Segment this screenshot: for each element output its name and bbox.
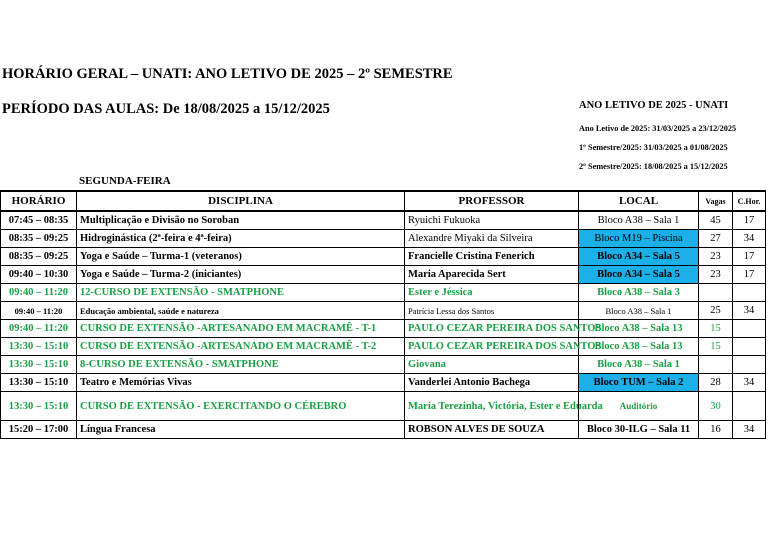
academic-year-dates: Ano Letivo de 2025: 31/03/2025 a 23/12/2025 [579, 124, 737, 133]
column-header-location: LOCAL [579, 191, 699, 211]
row-professor: Ryuichi Fukuoka [405, 211, 579, 230]
row-discipline: Educação ambiental, saúde e natureza [77, 302, 405, 320]
row-professor: Maria Aparecida Sert [405, 266, 579, 284]
row-hours [733, 356, 766, 374]
table-row [1, 320, 766, 338]
row-discipline: 8-CURSO DE EXTENSÃO - SMATPHONE [77, 356, 405, 374]
row-location: Bloco A38 – Sala 13 [579, 320, 699, 338]
table-row [1, 284, 766, 302]
row-hours: 17 [733, 266, 766, 284]
row-location: Auditório [579, 392, 699, 421]
row-time: 13:30 – 15:10 [1, 338, 77, 356]
row-location: Bloco A38 – Sala 1 [579, 302, 699, 320]
row-hours: 34 [733, 230, 766, 248]
row-hours [733, 320, 766, 338]
row-discipline: CURSO DE EXTENSÃO -ARTESANADO EM MACRAMÊ - T-1 [77, 320, 405, 338]
row-professor: ROBSON ALVES DE SOUZA [405, 421, 579, 439]
row-location: Bloco A34 – Sala 5 [579, 248, 699, 266]
row-time: 15:20 – 17:00 [1, 421, 77, 439]
row-location: Bloco A34 – Sala 5 [579, 266, 699, 284]
row-discipline: Multiplicação e Divisão no Soroban [77, 211, 405, 230]
row-vacancies: 23 [699, 266, 733, 284]
row-professor: Maria Terezinha, Victória, Ester e Eduarda [405, 392, 579, 421]
row-hours: 34 [733, 421, 766, 439]
row-location: Bloco A38 – Sala 3 [579, 284, 699, 302]
row-hours: 34 [733, 302, 766, 320]
row-location: Bloco A38 – Sala 1 [579, 356, 699, 374]
table-row [1, 248, 766, 266]
table-row [1, 392, 766, 421]
row-vacancies: 30 [699, 392, 733, 421]
row-professor: Francielle Cristina Fenerich [405, 248, 579, 266]
row-vacancies: 15 [699, 338, 733, 356]
row-vacancies: 16 [699, 421, 733, 439]
row-time: 13:30 – 15:10 [1, 356, 77, 374]
row-time: 09:40 – 11:20 [1, 284, 77, 302]
row-discipline: Língua Francesa [77, 421, 405, 439]
row-time: 07:45 – 08:35 [1, 211, 77, 230]
table-row [1, 230, 766, 248]
row-vacancies: 28 [699, 374, 733, 392]
column-header-time: HORÁRIO [1, 191, 77, 211]
row-discipline: 12-CURSO DE EXTENSÃO - SMATPHONE [77, 284, 405, 302]
row-hours [733, 338, 766, 356]
row-hours: 17 [733, 248, 766, 266]
row-hours: 34 [733, 374, 766, 392]
table-row [1, 356, 766, 374]
row-professor: Ester e Jéssica [405, 284, 579, 302]
column-header-discipline: DISCIPLINA [77, 191, 405, 211]
row-time: 13:30 – 15:10 [1, 392, 77, 421]
second-semester-dates: 2º Semestre/2025: 18/08/2025 a 15/12/2025 [579, 162, 728, 171]
weekday-label: SEGUNDA-FEIRA [79, 175, 171, 187]
table-row [1, 302, 766, 320]
row-location: Bloco TUM – Sala 2 [579, 374, 699, 392]
table-row [1, 266, 766, 284]
row-hours: 17 [733, 211, 766, 230]
row-discipline: Yoga e Saúde – Turma-2 (iniciantes) [77, 266, 405, 284]
row-professor: Alexandre Miyaki da Silveira [405, 230, 579, 248]
first-semester-dates: 1º Semestre/2025: 31/03/2025 a 01/08/2025 [579, 143, 728, 152]
row-vacancies: 25 [699, 302, 733, 320]
row-professor: PAULO CEZAR PEREIRA DOS SANTOS [405, 320, 579, 338]
row-location: Bloco A38 – Sala 1 [579, 211, 699, 230]
row-discipline: CURSO DE EXTENSÃO - EXERCITANDO O CÉREBRO [77, 392, 405, 421]
table-row [1, 338, 766, 356]
row-professor: Giovana [405, 356, 579, 374]
row-discipline: Teatro e Memórias Vivas [77, 374, 405, 392]
row-location: Bloco 30-ILG – Sala 11 [579, 421, 699, 439]
row-vacancies: 23 [699, 248, 733, 266]
table-row [1, 421, 766, 439]
column-header-hours: C.Hor. [733, 191, 766, 211]
row-professor: Patrícia Lessa dos Santos [405, 302, 579, 320]
row-location: Bloco A38 – Sala 13 [579, 338, 699, 356]
row-hours [733, 392, 766, 421]
row-time: 09:40 – 11:20 [1, 320, 77, 338]
row-vacancies: 15 [699, 320, 733, 338]
schedule-table [0, 190, 766, 439]
column-header-professor: PROFESSOR [405, 191, 579, 211]
academic-year-title: ANO LETIVO DE 2025 - UNATI [579, 100, 729, 111]
row-professor: PAULO CEZAR PEREIRA DOS SANTOS [405, 338, 579, 356]
row-professor: Vanderlei Antonio Bachega [405, 374, 579, 392]
row-location: Bloco M19 – Piscina [579, 230, 699, 248]
row-time: 13:30 – 15:10 [1, 374, 77, 392]
row-discipline: CURSO DE EXTENSÃO -ARTESANADO EM MACRAMÊ - T-2 [77, 338, 405, 356]
table-row [1, 211, 766, 230]
row-time: 08:35 – 09:25 [1, 248, 77, 266]
table-header-row [1, 191, 766, 211]
row-discipline: Yoga e Saúde – Turma-1 (veteranos) [77, 248, 405, 266]
class-period: PERÍODO DAS AULAS: De 18/08/2025 a 15/12/2025 [2, 101, 330, 117]
row-discipline: Hidroginástica (2ª-feira e 4ª-feira) [77, 230, 405, 248]
row-time: 08:35 – 09:25 [1, 230, 77, 248]
table-row [1, 374, 766, 392]
schedule-title: HORÁRIO GERAL – UNATI: ANO LETIVO DE 2025 – 2º SEMESTRE [2, 66, 453, 82]
row-vacancies [699, 356, 733, 374]
column-header-vacancies: Vagas [699, 191, 733, 211]
row-hours [733, 284, 766, 302]
row-time: 09:40 – 10:30 [1, 266, 77, 284]
row-vacancies [699, 284, 733, 302]
row-vacancies: 27 [699, 230, 733, 248]
row-vacancies: 45 [699, 211, 733, 230]
row-time: 09:40 – 11:20 [1, 302, 77, 320]
